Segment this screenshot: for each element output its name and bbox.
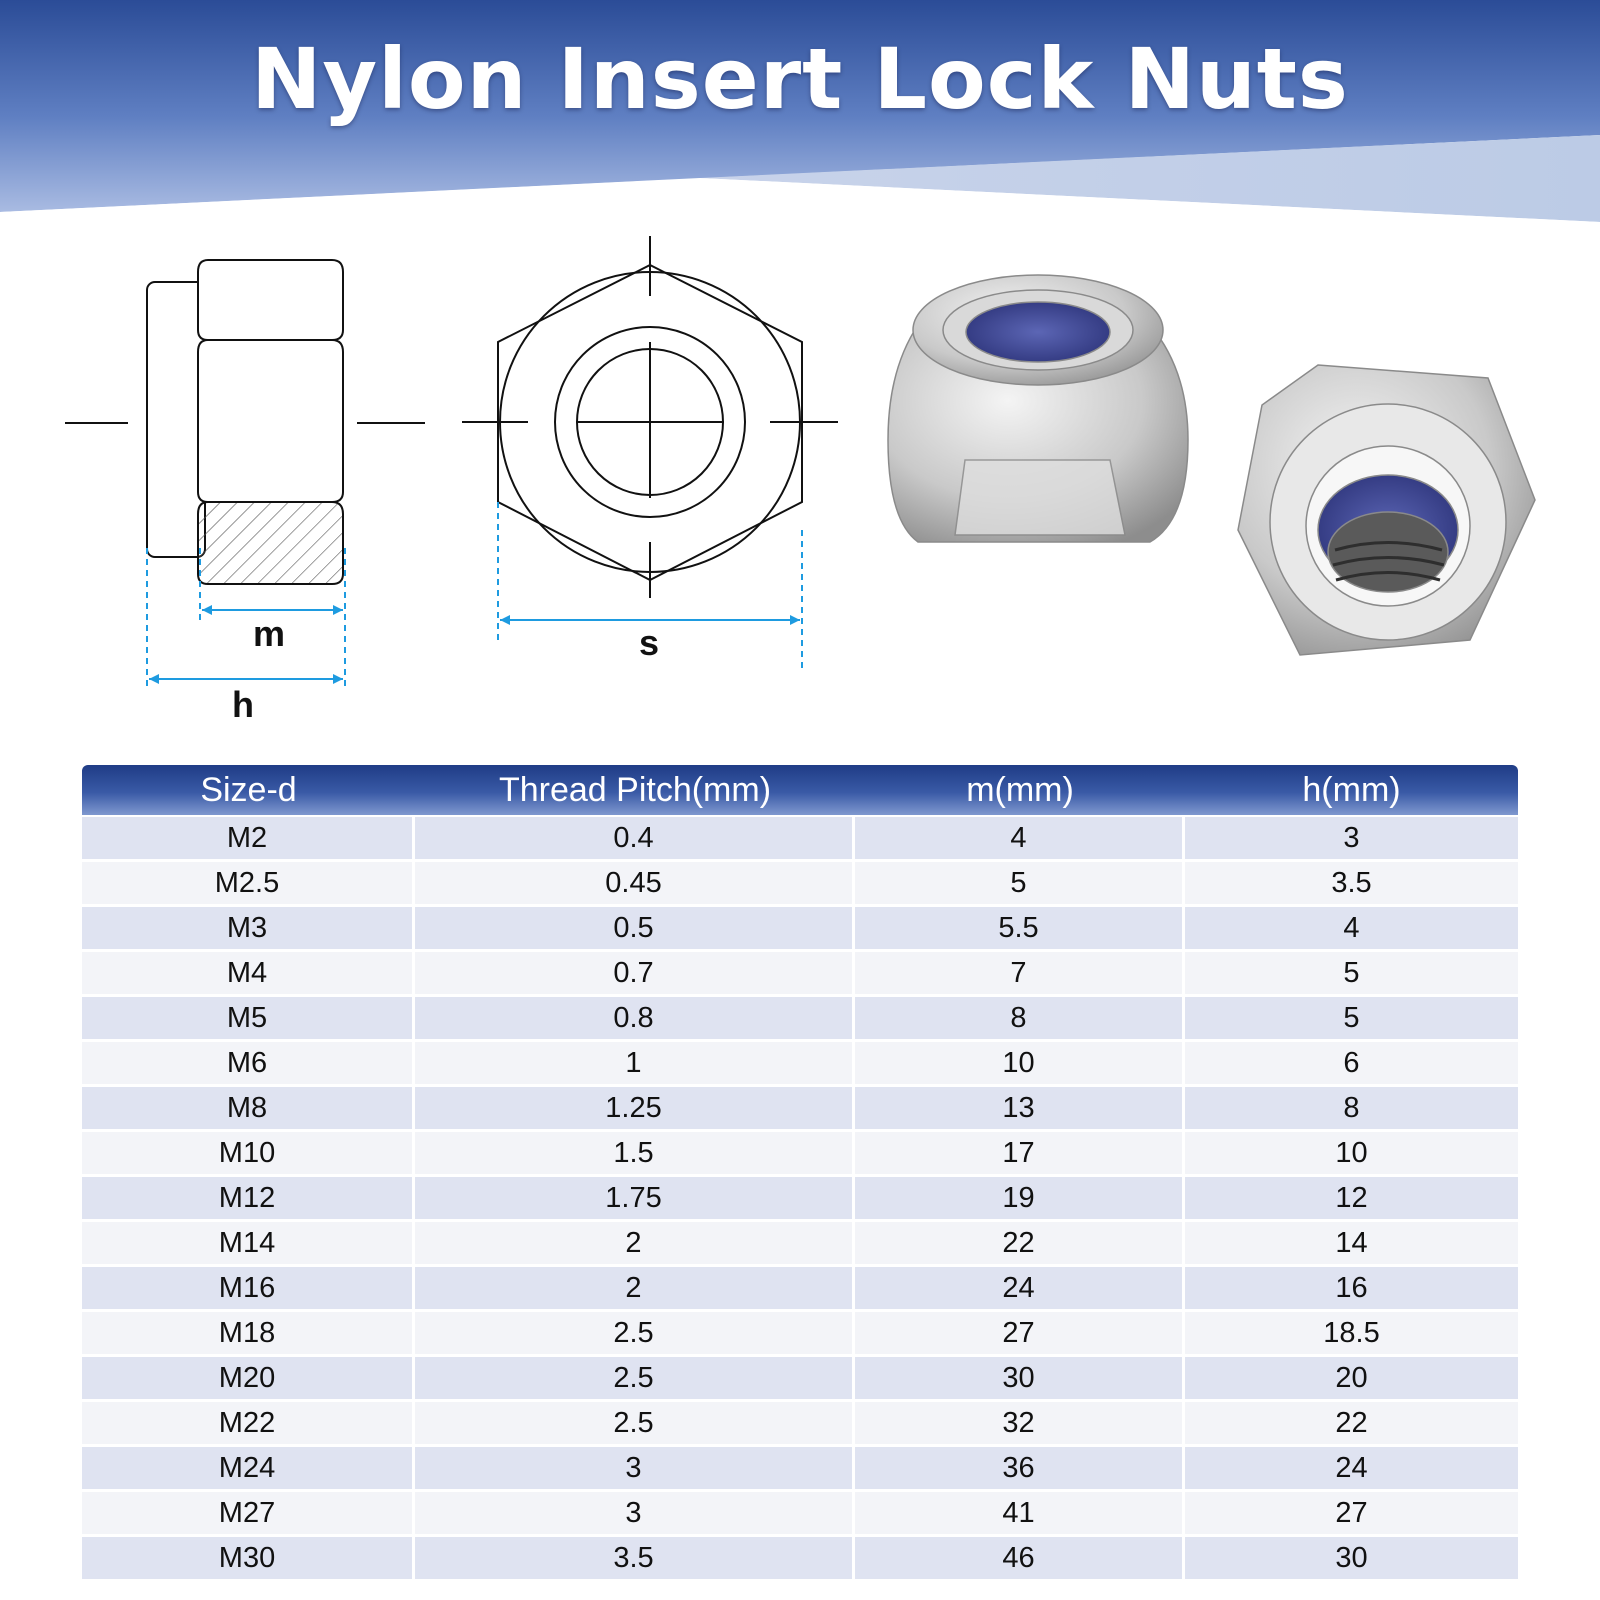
table-row xyxy=(82,1132,1518,1174)
header-size: Size-d xyxy=(200,770,297,809)
dimension-label-m: m xyxy=(253,613,286,654)
cell-thread-pitch: 1.25 xyxy=(415,1087,852,1129)
cell-size: M16 xyxy=(82,1267,412,1309)
cell-thread-pitch: 3 xyxy=(415,1492,852,1534)
cell-m: 46 xyxy=(855,1537,1182,1579)
header-thread-pitch: Thread Pitch(mm) xyxy=(498,770,772,809)
table-row xyxy=(82,1222,1518,1264)
table-row xyxy=(82,997,1518,1039)
table-row xyxy=(82,1312,1518,1354)
cell-m: 10 xyxy=(855,1042,1182,1084)
cell-m: 36 xyxy=(855,1447,1182,1489)
table-row xyxy=(82,1492,1518,1534)
cell-h: 6 xyxy=(1185,1042,1518,1084)
table-row xyxy=(82,952,1518,994)
cell-h: 3 xyxy=(1185,817,1518,859)
cell-size: M12 xyxy=(82,1177,412,1219)
table-row xyxy=(82,1087,1518,1129)
table-header xyxy=(82,765,1518,815)
cell-size: M4 xyxy=(82,952,412,994)
cell-size: M5 xyxy=(82,997,412,1039)
cell-thread-pitch: 0.8 xyxy=(415,997,852,1039)
table-row xyxy=(82,817,1518,859)
cell-m: 30 xyxy=(855,1357,1182,1399)
cell-h: 30 xyxy=(1185,1537,1518,1579)
nut-photo-top xyxy=(1238,365,1535,655)
cell-h: 14 xyxy=(1185,1222,1518,1264)
cell-size: M30 xyxy=(82,1537,412,1579)
cell-m: 5.5 xyxy=(855,907,1182,949)
cell-h: 18.5 xyxy=(1185,1312,1518,1354)
cell-h: 24 xyxy=(1185,1447,1518,1489)
cell-thread-pitch: 0.7 xyxy=(415,952,852,994)
cell-h: 10 xyxy=(1185,1132,1518,1174)
cell-thread-pitch: 2 xyxy=(415,1267,852,1309)
table-row xyxy=(82,907,1518,949)
cell-h: 3.5 xyxy=(1185,862,1518,904)
cell-m: 24 xyxy=(855,1267,1182,1309)
table-row xyxy=(82,1177,1518,1219)
cell-h: 5 xyxy=(1185,952,1518,994)
cell-size: M20 xyxy=(82,1357,412,1399)
page-title: Nylon Insert Lock Nuts xyxy=(251,30,1349,128)
cell-m: 41 xyxy=(855,1492,1182,1534)
cell-thread-pitch: 0.45 xyxy=(415,862,852,904)
cell-size: M8 xyxy=(82,1087,412,1129)
table-row xyxy=(82,1537,1518,1579)
cell-thread-pitch: 2.5 xyxy=(415,1402,852,1444)
table-row xyxy=(82,1267,1518,1309)
table-row xyxy=(82,1402,1518,1444)
cell-h: 16 xyxy=(1185,1267,1518,1309)
cell-size: M2 xyxy=(82,817,412,859)
dimension-label-s: s xyxy=(639,622,660,663)
nut-photo-side xyxy=(888,275,1188,542)
cell-size: M22 xyxy=(82,1402,412,1444)
cell-size: M6 xyxy=(82,1042,412,1084)
cell-thread-pitch: 3 xyxy=(415,1447,852,1489)
cell-thread-pitch: 3.5 xyxy=(415,1537,852,1579)
table-row xyxy=(82,1447,1518,1489)
cell-m: 4 xyxy=(855,817,1182,859)
side-view xyxy=(65,260,425,584)
cell-size: M24 xyxy=(82,1447,412,1489)
cell-m: 13 xyxy=(855,1087,1182,1129)
spec-table xyxy=(82,765,1518,1582)
cell-thread-pitch: 2.5 xyxy=(415,1312,852,1354)
nut-diagram xyxy=(0,230,1600,750)
cell-h: 20 xyxy=(1185,1357,1518,1399)
cell-size: M10 xyxy=(82,1132,412,1174)
cell-m: 5 xyxy=(855,862,1182,904)
cell-m: 7 xyxy=(855,952,1182,994)
dimension-label-h: h xyxy=(232,684,254,725)
cell-m: 32 xyxy=(855,1402,1182,1444)
cell-m: 22 xyxy=(855,1222,1182,1264)
cell-thread-pitch: 1.75 xyxy=(415,1177,852,1219)
cell-thread-pitch: 1 xyxy=(415,1042,852,1084)
cell-size: M27 xyxy=(82,1492,412,1534)
cell-h: 5 xyxy=(1185,997,1518,1039)
cell-m: 19 xyxy=(855,1177,1182,1219)
cell-m: 8 xyxy=(855,997,1182,1039)
cell-thread-pitch: 0.5 xyxy=(415,907,852,949)
cell-m: 27 xyxy=(855,1312,1182,1354)
top-view xyxy=(462,236,838,598)
cell-h: 22 xyxy=(1185,1402,1518,1444)
cell-h: 4 xyxy=(1185,907,1518,949)
cell-m: 17 xyxy=(855,1132,1182,1174)
cell-size: M18 xyxy=(82,1312,412,1354)
table-row xyxy=(82,1042,1518,1084)
table-row xyxy=(82,1357,1518,1399)
cell-thread-pitch: 1.5 xyxy=(415,1132,852,1174)
cell-thread-pitch: 2 xyxy=(415,1222,852,1264)
cell-thread-pitch: 2.5 xyxy=(415,1357,852,1399)
cell-h: 8 xyxy=(1185,1087,1518,1129)
cell-size: M3 xyxy=(82,907,412,949)
header-h: h(mm) xyxy=(1302,770,1401,809)
cell-size: M14 xyxy=(82,1222,412,1264)
cell-thread-pitch: 0.4 xyxy=(415,817,852,859)
table-body xyxy=(82,817,1518,1579)
cell-size: M2.5 xyxy=(82,862,412,904)
cell-h: 12 xyxy=(1185,1177,1518,1219)
header-m: m(mm) xyxy=(966,770,1074,809)
table-row xyxy=(82,862,1518,904)
cell-h: 27 xyxy=(1185,1492,1518,1534)
